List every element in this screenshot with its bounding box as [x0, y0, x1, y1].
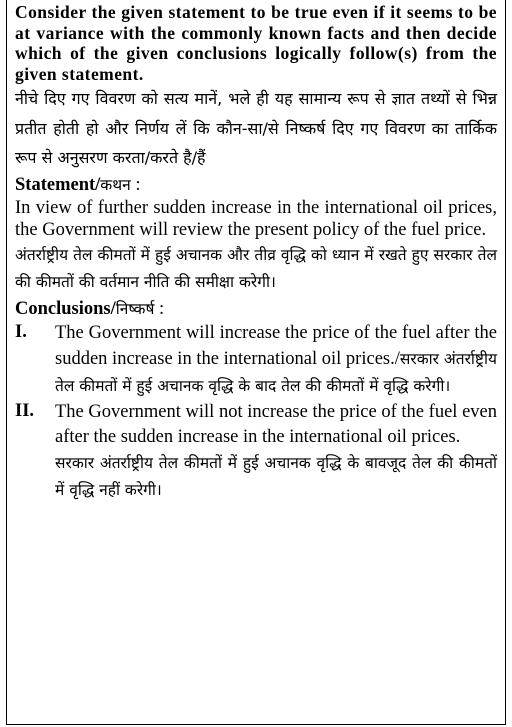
instruction-hindi: नीचे दिए गए विवरण को सत्य मानें, भले ही यह सामान्य रूप से ज्ञात तथ्यों से भिन्न प्रतीत होती हो और निर्णय लें कि कौन-सा/से निष्कर्ष दिए गए विवरण का तार्किक रूप से अनुसरण करता/करते है/हैं — [15, 89, 497, 167]
conclusion-number: I. — [15, 321, 27, 342]
conclusion-english — [55, 321, 497, 400]
question-panel — [6, 0, 506, 725]
statement-heading-hindi: कथन — [100, 175, 131, 194]
conclusion-item-2 — [15, 400, 497, 504]
statement-hindi: अंतर्राष्ट्रीय तेल कीमतों में हुई अचानक और तीव्र वृद्धि को ध्यान में रखते हुए सरकार तेल की कीमतों की वर्तमान नीति की समीक्षा करेगी। — [15, 245, 497, 291]
conclusions-heading-hindi: निष्कर्ष — [115, 299, 155, 318]
conclusion-english: The Government will not increase the price of the fuel even after the sudden increase in the international oil prices. — [55, 401, 497, 447]
statement-heading-colon: : — [130, 174, 141, 195]
statement-english: In view of further sudden increase in the international oil prices, the Government will review the present policy of the fuel price. — [15, 197, 497, 240]
instruction-english: Consider the given statement to be true even if it seems to be at variance with the commonly known facts and then decide which of the given conclusions logically follow(s) from the given statement. — [15, 2, 497, 84]
conclusion-body — [55, 321, 497, 400]
conclusions-heading — [15, 298, 497, 321]
conclusions-heading-english: Conclusions/ — [15, 298, 116, 319]
statement-heading — [15, 174, 497, 197]
conclusions-heading-colon: : — [154, 298, 165, 319]
conclusion-body — [55, 400, 497, 504]
conclusion-english-text: The Government will increase the price of the fuel after the sudden increase in the international oil prices./ — [55, 322, 497, 369]
conclusion-item-1 — [15, 321, 497, 400]
conclusion-number: II. — [15, 400, 35, 421]
conclusion-hindi-inline: सरकार अंतर्राष्ट्रीय तेल कीमतों में हुई अचानक वृद्धि के बाद तेल की कीमतों में वृद्धि करेगी। — [55, 349, 497, 395]
conclusion-hindi: सरकार अंतर्राष्ट्रीय तेल कीमतों में हुई अचानक वृद्धि के बावजूद तेल की कीमतों में वृद्धि नहीं करेगी। — [55, 453, 497, 499]
statement-heading-english: Statement/ — [15, 174, 101, 195]
